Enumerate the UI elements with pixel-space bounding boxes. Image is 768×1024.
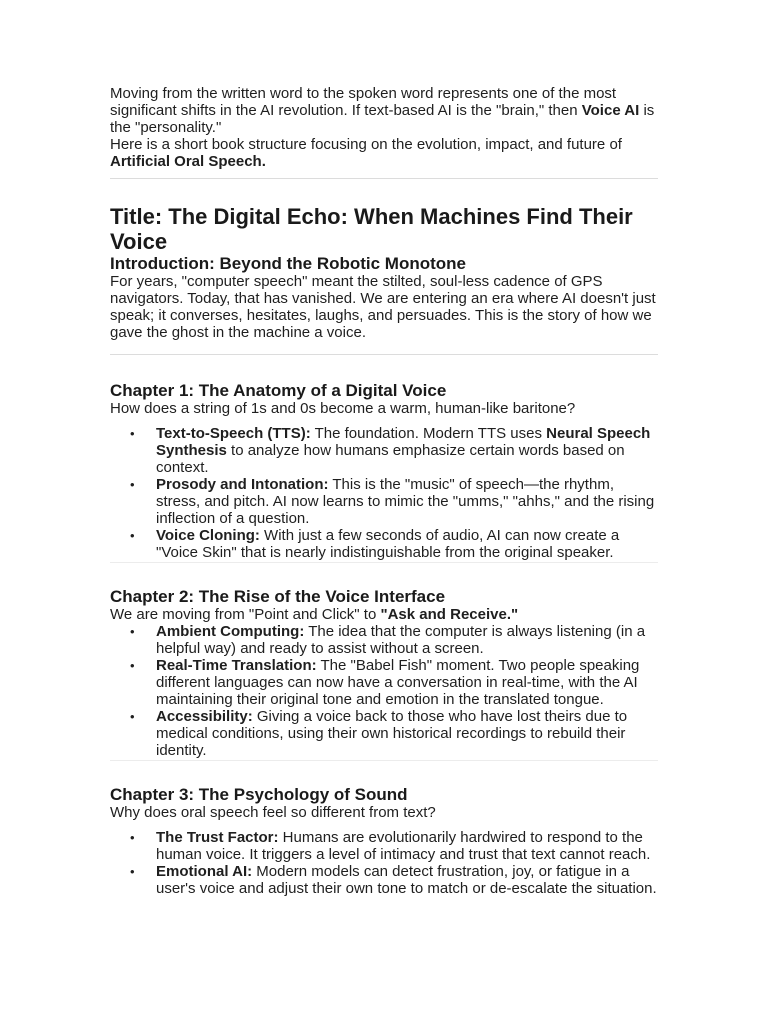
intro-text-2: Here is a short book structure focusing on the evolution, impact, and future of [110, 136, 622, 153]
chapter-2-heading: Chapter 2: The Rise of the Voice Interface [110, 587, 446, 606]
bullet-icon: • [130, 658, 135, 673]
list-item-term: Prosody and Intonation: [156, 476, 329, 493]
list-item [110, 829, 658, 863]
list-item-term: Text-to-Speech (TTS): [156, 425, 311, 442]
bullet-icon: • [130, 830, 135, 845]
list-item-term: Accessibility: [156, 708, 253, 725]
document-page [110, 85, 658, 897]
intro-bold-voice-ai: Voice AI [581, 102, 640, 119]
intro-text: Moving from the written word to the spoken word represents one of the most significant shifts in the AI revolution. If text-based AI is the "brain," then [110, 85, 617, 119]
list-item-text: The "Babel Fish" moment. Two people speaking different languages can now have a conversation in real-time, with the AI maintaining their original tone and emotion in the translated tongue. [156, 657, 640, 708]
chapter-1-heading: Chapter 1: The Anatomy of a Digital Voice [110, 381, 447, 400]
list-item-text: This is the "music" of speech—the rhythm, stress, and pitch. AI now learns to mimic the "umms," "ahhs," and the rising inflection of a question. [156, 476, 655, 527]
introduction-heading: Introduction: Beyond the Robotic Monotone [110, 254, 467, 273]
bullet-icon: • [130, 426, 135, 441]
chapter-1-lead: How does a string of 1s and 0s become a warm, human-like baritone? [110, 400, 576, 417]
chapter-3-list [110, 829, 658, 897]
list-item-term: Ambient Computing: [156, 623, 305, 640]
list-item-text: The idea that the computer is always listening (in a helpful way) and ready to assist without a screen. [156, 623, 646, 657]
chapter-3-lead: Why does oral speech feel so different from text? [110, 804, 436, 821]
bullet-icon: • [130, 528, 135, 543]
list-item [110, 863, 658, 897]
chapter-2-list [110, 623, 658, 759]
list-item-text: Humans are evolutionarily hardwired to respond to the human voice. It triggers a level of intimacy and trust that text cannot reach. [156, 829, 651, 863]
list-item [110, 476, 658, 527]
list-item [110, 527, 658, 561]
bullet-icon: • [130, 709, 135, 724]
chapter-1-list [110, 425, 658, 561]
introduction-text: For years, "computer speech" meant the stilted, soul-less cadence of GPS navigators. Today, that has vanished. We are entering an era where AI doesn't just speak; it converses, hesitates, laughs, and persuades. This is the story of how we gave the ghost in the machine a voice. [110, 273, 656, 341]
list-item [110, 425, 658, 476]
list-item-text: The foundation. Modern TTS uses [310, 425, 547, 442]
chapter-3-heading: Chapter 3: The Psychology of Sound [110, 785, 408, 804]
list-item [110, 623, 658, 657]
list-item [110, 657, 658, 708]
bullet-icon: • [130, 864, 135, 879]
list-item-term: Emotional AI: [156, 863, 253, 880]
list-item-term: The Trust Factor: [156, 829, 279, 846]
list-item-term: Voice Cloning: [156, 527, 260, 544]
list-item-text: Modern models can detect frustration, joy, or fatigue in a user's voice and adjust their own tone to match or de-escalate the situation. [156, 863, 657, 897]
list-item-text: Giving a voice back to those who have lost theirs due to medical conditions, using their own historical recordings to rebuild their identity. [156, 708, 628, 759]
chapter-2-lead [110, 606, 658, 623]
list-item-term: Real-Time Translation: [156, 657, 317, 674]
list-item-text: With just a few seconds of audio, AI can now create a "Voice Skin" that is nearly indistinguishable from the original speaker. [156, 527, 620, 561]
list-item-bold: Neural Speech Synthesis [156, 425, 651, 459]
bullet-icon: • [130, 477, 135, 492]
chapter-2-lead-text: We are moving from "Point and Click" to [110, 606, 381, 623]
list-item-text: to analyze how humans emphasize certain words based on context. [156, 442, 625, 476]
bullet-icon: • [130, 624, 135, 639]
intro-paragraph-2 [110, 136, 658, 170]
chapter-2-lead-bold: "Ask and Receive." [380, 606, 519, 623]
intro-text-end: is the "personality." [110, 102, 655, 136]
intro-bold-artificial-oral-speech: Artificial Oral Speech. [110, 153, 266, 170]
page-title: Title: The Digital Echo: When Machines Find Their Voice [110, 204, 633, 254]
list-item [110, 708, 658, 759]
intro-paragraph [110, 85, 658, 136]
